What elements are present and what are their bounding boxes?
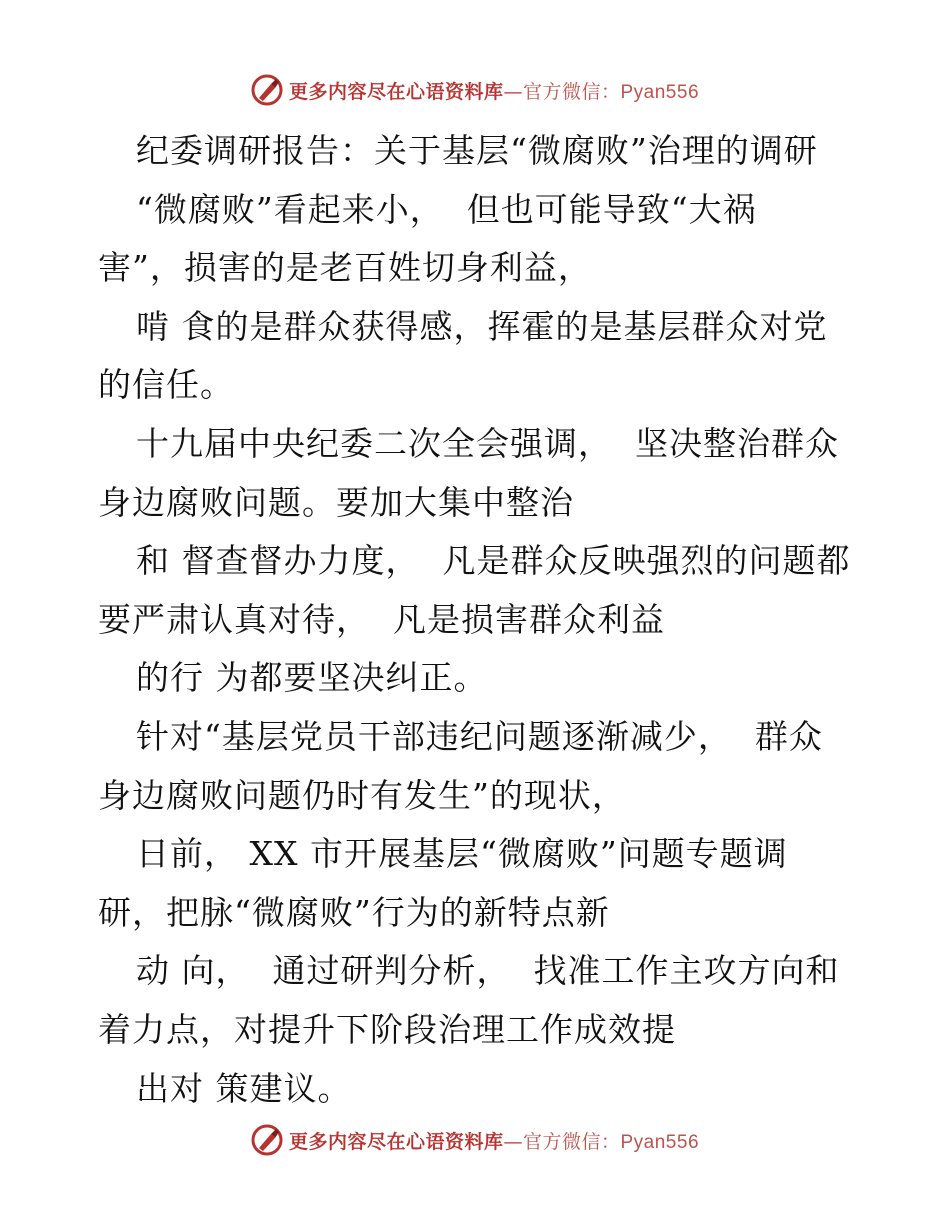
banner-dash: — xyxy=(503,80,523,103)
header-watermark-banner xyxy=(0,72,950,108)
text-line: 和 督查督办力度， 凡是群众反映强烈的问题都 xyxy=(136,541,851,581)
text-line: 十九届中央纪委二次全会强调， 坚决整治群众 xyxy=(136,423,839,463)
banner-text xyxy=(289,1127,699,1154)
text-line: 的信任。 xyxy=(98,365,234,405)
text-line: 要严肃认真对待， 凡是损害群众利益 xyxy=(98,599,665,639)
pen-logo-icon xyxy=(251,74,283,106)
text-line: 针对“基层党员干部违纪问题逐渐减少， 群众 xyxy=(136,716,823,756)
text-line: “微腐败”看起来小， 但也可能导致“大祸 xyxy=(136,189,757,229)
banner-wechat-label: 官方微信： xyxy=(522,80,621,103)
banner-dash: — xyxy=(503,1130,523,1153)
banner-wechat-id: Pyan556 xyxy=(620,81,700,103)
text-line: 身边腐败问题。要加大集中整治 xyxy=(98,482,574,522)
banner-text xyxy=(289,77,699,104)
text-line: 身边腐败问题仍时有发生”的现状， xyxy=(98,775,626,815)
banner-wechat-id: Pyan556 xyxy=(620,1131,700,1153)
text-line: 啃 食的是群众获得感，挥霍的是基层群众对党 xyxy=(136,306,828,346)
text-line: 日前， XX 市开展基层“微腐败”问题专题调 xyxy=(136,834,788,874)
document-body xyxy=(98,122,868,1118)
text-line: 出对 策建议。 xyxy=(136,1068,352,1108)
text-line: 的行 为都要坚决纠正。 xyxy=(136,658,488,698)
banner-wechat-label: 官方微信： xyxy=(522,1130,621,1153)
pen-logo-icon xyxy=(251,1124,283,1156)
text-line: 研，把脉“微腐败”行为的新特点新 xyxy=(98,892,610,932)
text-line: 着力点，对提升下阶段治理工作成效提 xyxy=(98,1009,676,1049)
text-line: 害”，损害的是老百姓切身利益， xyxy=(98,248,592,288)
banner-site-name: 更多内容尽在心语资料库 xyxy=(288,80,504,103)
footer-watermark-banner xyxy=(0,1122,950,1158)
text-line: 纪委调研报告：关于基层“微腐败”治理的调研 xyxy=(136,131,818,170)
banner-site-name: 更多内容尽在心语资料库 xyxy=(288,1130,504,1153)
text-line: 动 向， 通过研判分析， 找准工作主攻方向和 xyxy=(136,951,840,991)
